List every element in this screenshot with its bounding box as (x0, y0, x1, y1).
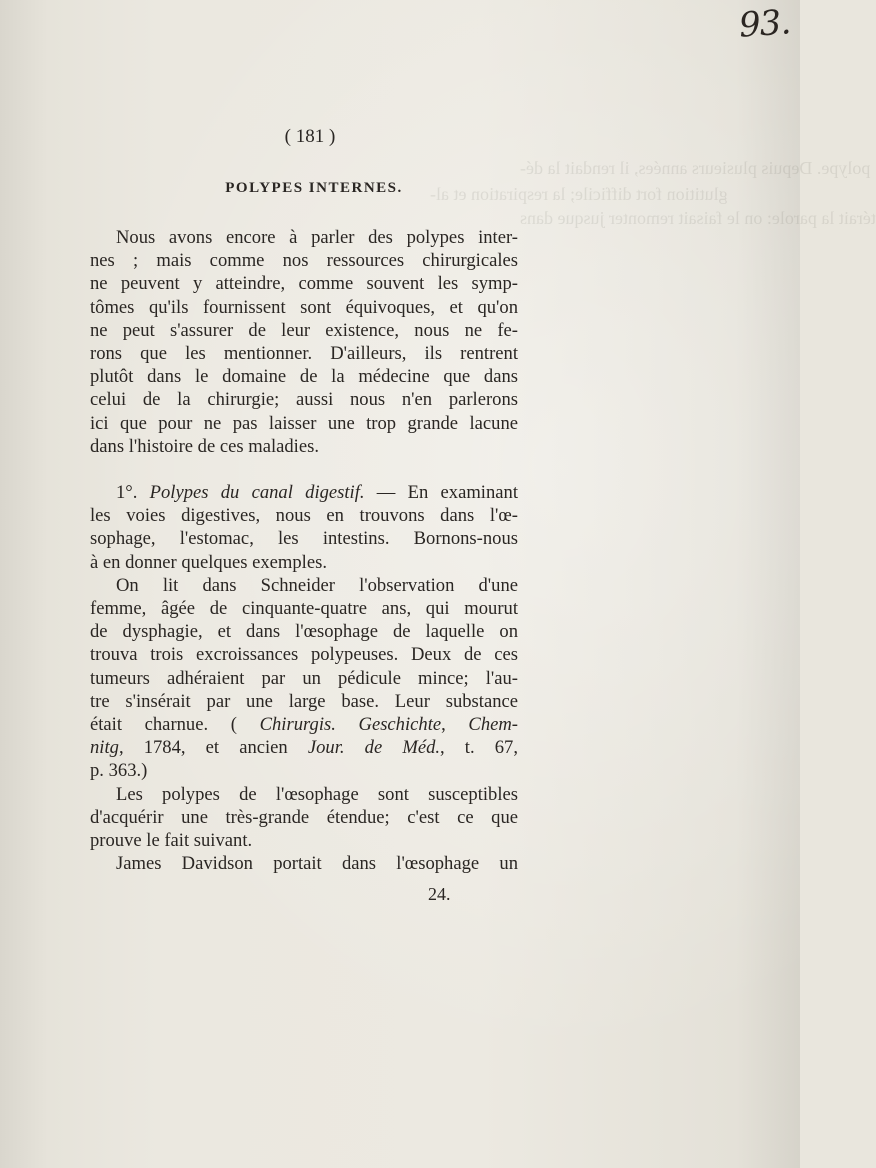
citation-line (90, 713, 518, 736)
text-line: femme, âgée de cinquante-quatre ans, qui mourut (90, 598, 518, 620)
handwritten-folio-number: 93. (737, 2, 792, 46)
text-line: plutôt dans le domaine de la médecine que dans (90, 366, 518, 388)
body-text-section-1 (90, 481, 518, 875)
text-line: trouva trois excroissances polypeuses. Deux de ces (90, 644, 518, 666)
bleed-through-text: térait la parole: on le faisait remonter jusque dans (520, 208, 876, 228)
subsection-heading: Polypes du canal digestif. (149, 482, 365, 503)
text-line: de dysphagie, et dans l'œsophage de laquelle on (90, 621, 518, 643)
bleed-through-text: polype. Depuis plusieurs années, il rendait la dé- (520, 158, 871, 178)
citation-place: Chem- (468, 714, 518, 736)
text-line: sophage, l'estomac, les intestins. Bornons-nous (90, 528, 518, 550)
text-line: ne peut s'assurer de leur existence, nous ne fe- (90, 319, 518, 341)
text-line: d'acquérir une très-grande étendue; c'est ce que (90, 806, 518, 828)
text-line: nes ; mais comme nos ressources chirurgicales (90, 250, 518, 272)
text-line: tumeurs adhéraient par un pédicule mince; l'au- (90, 667, 518, 689)
text-line: tômes qu'ils fournissent sont équivoques, et qu'on (90, 296, 518, 318)
signature-mark: 24. (428, 884, 451, 904)
text-line: James Davidson portait dans l'œsophage un (116, 853, 518, 875)
text-line (90, 481, 518, 504)
text-line: Les polypes de l'œsophage sont susceptibles (116, 783, 518, 805)
text-fragment: , t. 67, (440, 737, 518, 759)
text-fragment: — En examinant (376, 482, 518, 503)
citation-place: nitg (90, 737, 119, 759)
section-title: POLYPES INTERNES. (225, 180, 403, 196)
text-line: les voies digestives, nous en trouvons dans l'œ- (90, 505, 518, 527)
text-line: tre s'insérait par une large base. Leur substance (90, 690, 518, 712)
text-fragment: , 1784, et ancien (118, 737, 288, 759)
section-number: 1°. (116, 482, 138, 503)
text-line: On lit dans Schneider l'observation d'une (116, 574, 518, 596)
body-text-paragraph-1 (90, 226, 518, 458)
text-fragment: , (441, 714, 446, 736)
page-number: ( 181 ) (284, 126, 336, 147)
citation-title: Chirurgis. Geschichte (259, 714, 442, 736)
citation-line: p. 363.) (90, 760, 148, 782)
text-line: à en donner quelques exemples. (90, 551, 327, 573)
text-line: prouve le fait suivant. (90, 830, 253, 852)
text-line: ne peuvent y atteindre, comme souvent les symp- (90, 273, 518, 295)
text-line: dans l'histoire de ces maladies. (90, 435, 319, 457)
citation-line (90, 736, 518, 759)
citation-journal: Jour. de Méd. (307, 737, 441, 759)
text-fragment: était charnue. ( (90, 714, 237, 736)
text-line: Nous avons encore à parler des polypes inter- (116, 227, 518, 248)
text-line: celui de la chirurgie; aussi nous n'en parlerons (90, 389, 518, 411)
text-line: ici que pour ne pas laisser une trop grande lacune (90, 412, 518, 434)
text-line: rons que les mentionner. D'ailleurs, ils rentrent (90, 343, 518, 365)
bleed-through-text: glutition fort difficile; la respiration et al- (430, 184, 728, 204)
